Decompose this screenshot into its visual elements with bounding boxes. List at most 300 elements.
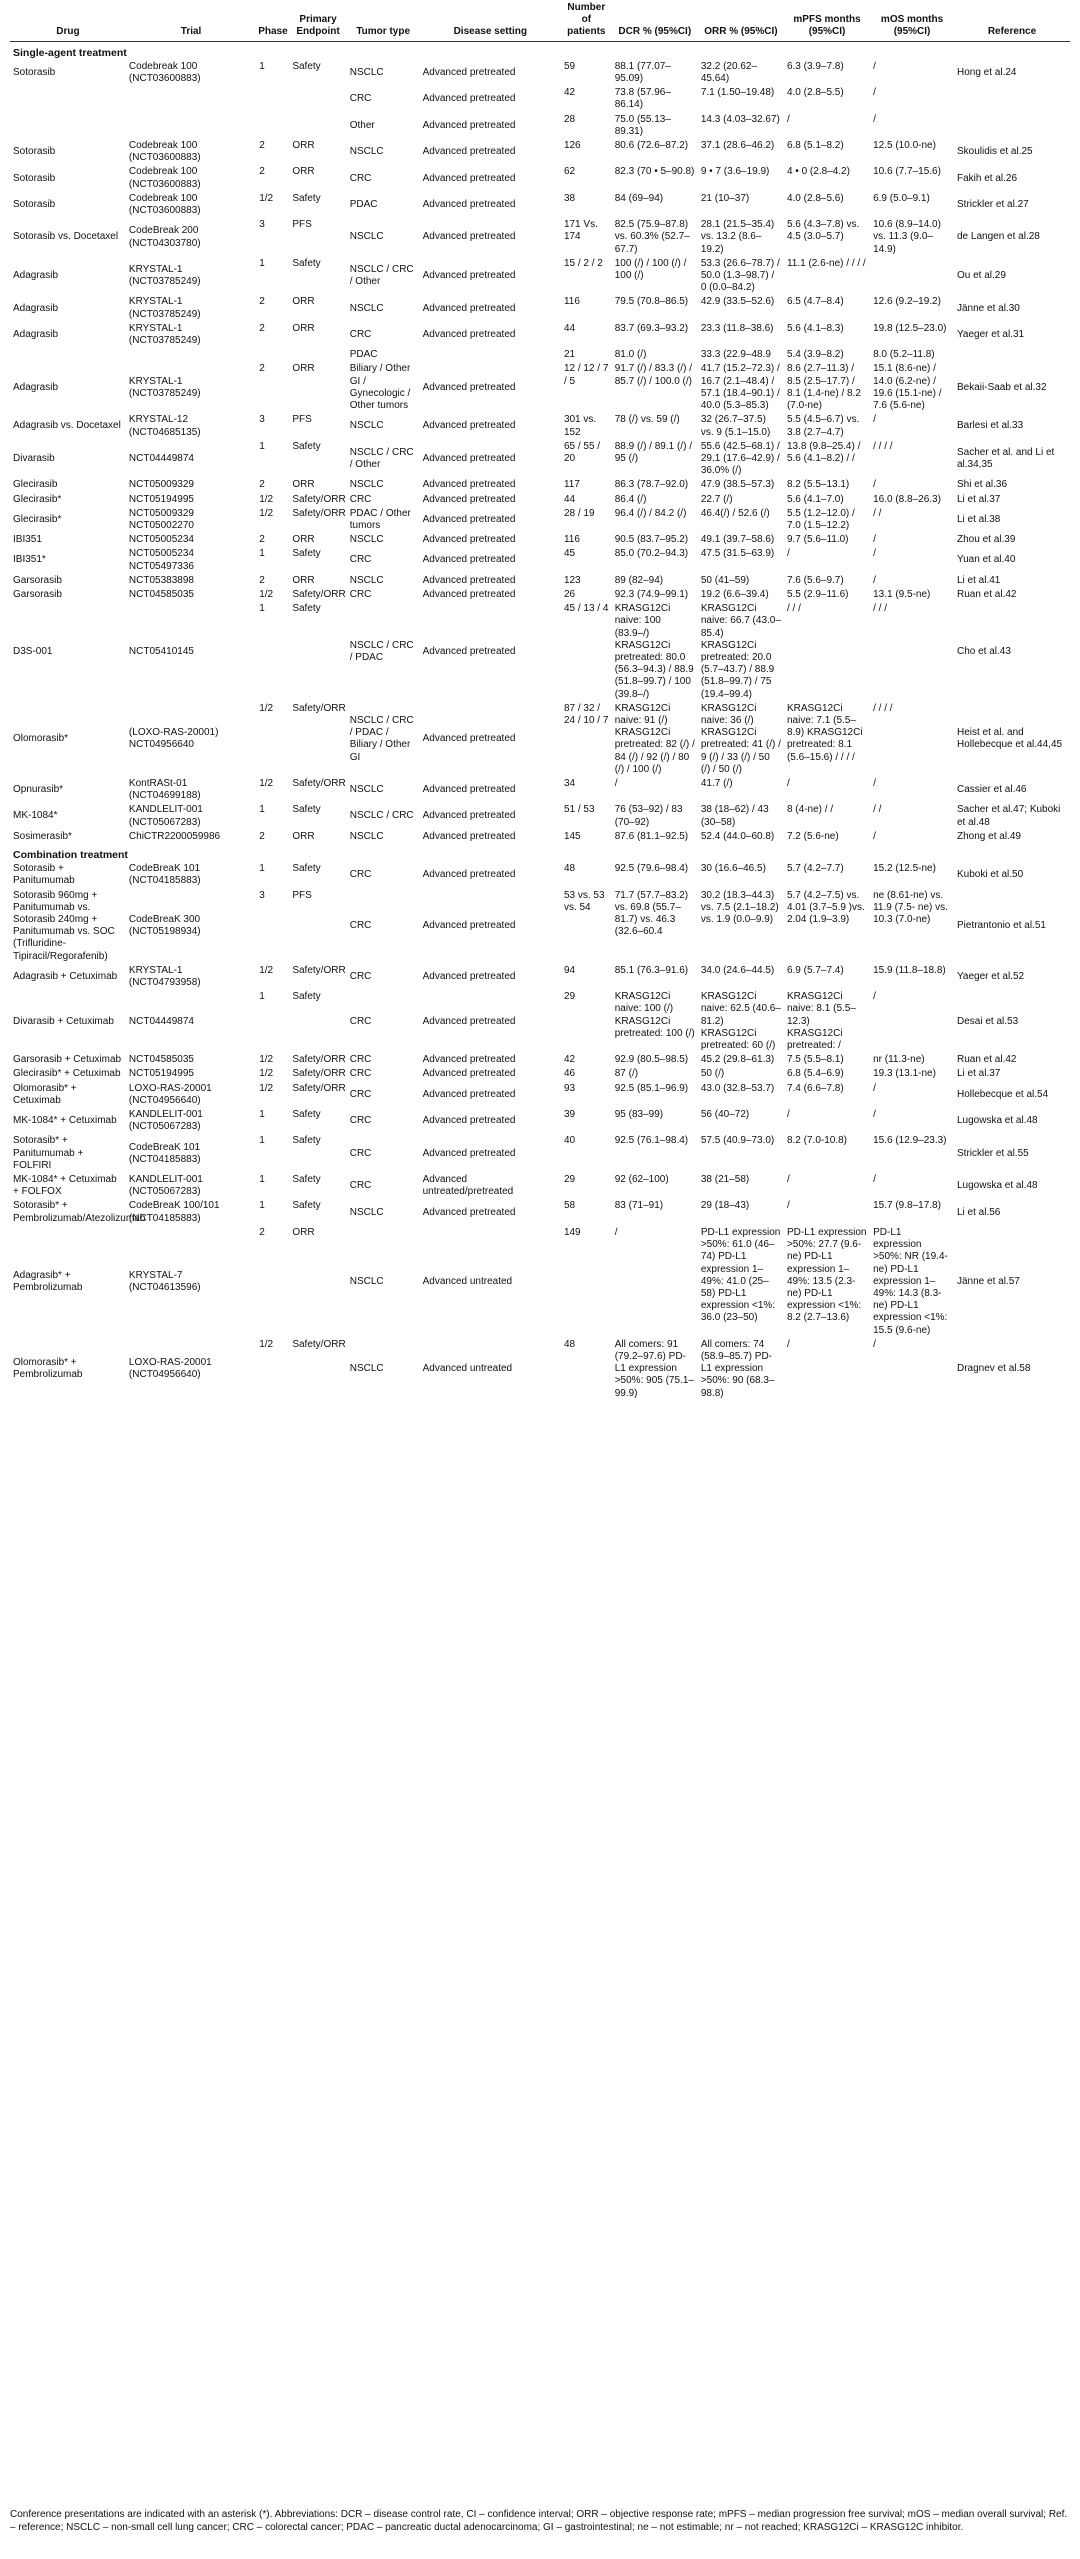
endpoint-cell: Safety/ORR bbox=[292, 588, 346, 600]
setting-cell: Advanced pretreated bbox=[422, 1068, 516, 1080]
phase-cell: 1/2 bbox=[259, 702, 274, 714]
table-row bbox=[10, 507, 1070, 533]
dcr-cell: 81.0 (/) bbox=[614, 349, 647, 361]
col-orr: ORR % (95%CI) bbox=[698, 0, 784, 41]
setting-cell: Advanced pretreated bbox=[422, 810, 516, 822]
table-row bbox=[10, 257, 1070, 296]
patients-cell: 12 / 12 / 7 / 5 bbox=[563, 363, 609, 387]
orr-cell: 53.3 (26.6–78.7) / 50.0 (1.3–98.7) / 0 (0.0–84.2) bbox=[700, 257, 780, 294]
mpfs-cell: 5.7 (4.2–7.7) bbox=[786, 863, 844, 875]
mpfs-cell: / bbox=[786, 548, 790, 560]
reference-cell: Yaeger et al.52 bbox=[957, 970, 1025, 982]
endpoint-cell: Safety bbox=[292, 603, 321, 615]
endpoint-cell bbox=[289, 86, 346, 112]
endpoint-cell: Safety/ORR bbox=[292, 1082, 346, 1094]
orr-cell: 34.0 (24.6–44.5) bbox=[700, 964, 775, 976]
drug-cell bbox=[10, 348, 126, 362]
table-row bbox=[10, 362, 1070, 413]
orr-cell: 37.1 (28.6–46.2) bbox=[700, 140, 775, 152]
orr-cell: KRASG12Ci naive: 62.5 (40.6–81.2) KRASG12Ci pretreated: 60 (/) bbox=[700, 991, 781, 1052]
drug-cell: Glecirasib bbox=[13, 479, 58, 491]
setting-cell: Advanced pretreated bbox=[422, 381, 516, 393]
reference-cell: Dragnev et al.58 bbox=[957, 1363, 1031, 1375]
dcr-cell: 92.9 (80.5–98.5) bbox=[614, 1054, 689, 1066]
tumor-cell: NSCLC bbox=[349, 574, 384, 586]
drug-cell: Adagrasib bbox=[13, 381, 59, 393]
trial-cell: CodeBreaK 300 (NCT05198934) bbox=[128, 914, 201, 938]
patients-cell: 53 vs. 53 vs. 54 bbox=[563, 889, 605, 913]
mpfs-cell: 6.9 (5.7–7.4) bbox=[786, 964, 844, 976]
drug-cell: Opnurasib* bbox=[13, 784, 64, 796]
orr-cell: 41.7 (/) bbox=[700, 777, 733, 789]
orr-cell: 22.7 (/) bbox=[700, 493, 733, 505]
mpfs-cell: 6.8 (5.1–8.2) bbox=[786, 140, 844, 152]
setting-cell: Advanced pretreated bbox=[422, 1115, 516, 1127]
endpoint-cell: Safety bbox=[292, 192, 321, 204]
orr-cell: 56 (40–72) bbox=[700, 1109, 750, 1121]
setting-cell: Advanced pretreated bbox=[422, 534, 516, 546]
mos-cell: 10.6 (7.7–15.6) bbox=[873, 166, 941, 178]
endpoint-cell: Safety/ORR bbox=[292, 1068, 346, 1080]
table-row bbox=[10, 830, 1070, 844]
mos-cell: 12.5 (10.0-ne) bbox=[873, 140, 936, 152]
dcr-cell: 75.0 (55.13–89.31) bbox=[614, 113, 671, 137]
patients-cell: 29 bbox=[563, 1174, 576, 1186]
dcr-cell: 88.9 (/) / 89.1 (/) / 95 (/) bbox=[614, 440, 692, 464]
mos-cell: 15.6 (12.9–23.3) bbox=[873, 1135, 947, 1147]
trial-cell: NCT04585035 bbox=[128, 1054, 194, 1066]
mos-cell: / bbox=[873, 991, 876, 1003]
phase-cell: 2 bbox=[259, 830, 265, 842]
setting-cell: Advanced pretreated bbox=[422, 493, 516, 505]
drug-cell: MK-1084* + Cetuximab + FOLFOX bbox=[13, 1174, 117, 1198]
trial-cell bbox=[126, 348, 256, 362]
reference-cell: Fakih et al.26 bbox=[957, 172, 1018, 184]
mos-cell: / bbox=[873, 87, 876, 99]
dcr-cell: 79.5 (70.8–86.5) bbox=[614, 296, 689, 308]
patients-cell: 65 / 55 / 20 bbox=[563, 440, 601, 464]
patients-cell: 171 Vs. 174 bbox=[563, 219, 598, 243]
orr-cell: 30 (16.6–46.5) bbox=[700, 863, 766, 875]
dcr-cell: KRASG12Ci naive: 100 (83.9–/) KRASG12Ci pretreated: 80.0 (56.3–94.3) / 88.9 (51.8–99.7) / 100 (39.8–/) bbox=[614, 603, 694, 700]
table-row bbox=[10, 862, 1070, 888]
dcr-cell: 85.1 (76.3–91.6) bbox=[614, 964, 689, 976]
endpoint-cell: Safety bbox=[292, 1200, 321, 1212]
reference-cell: Li et al.41 bbox=[957, 574, 1001, 586]
endpoint-cell: Safety bbox=[292, 804, 321, 816]
tumor-cell: CRC bbox=[349, 93, 372, 105]
mpfs-cell: / / / bbox=[786, 603, 801, 615]
orr-cell: 41.7 (15.2–72.3) / 16.7 (2.1–48.4) / 57.1 (18.4–90.1) / 40.0 (5.3–85.3) bbox=[700, 363, 780, 412]
reference-cell: Li et al.37 bbox=[957, 493, 1001, 505]
setting-cell: Advanced pretreated bbox=[422, 645, 516, 657]
trial-cell: NCT05005234 bbox=[128, 534, 194, 546]
table-row bbox=[10, 1338, 1070, 1401]
drug-cell: Garsorasib + Cetuximab bbox=[13, 1054, 122, 1066]
section-heading-row bbox=[10, 41, 1070, 60]
mpfs-cell: / bbox=[786, 1174, 790, 1186]
tumor-cell: PDAC bbox=[349, 198, 378, 210]
endpoint-cell: Safety bbox=[292, 1174, 321, 1186]
phase-cell: 3 bbox=[259, 889, 265, 901]
mos-cell: / bbox=[873, 548, 876, 560]
tumor-cell: NSCLC / CRC / PDAC bbox=[349, 639, 414, 663]
orr-cell: 38 (18–62) / 43 (30–58) bbox=[700, 804, 769, 828]
mos-cell: 15.7 (9.8–17.8) bbox=[873, 1200, 941, 1212]
tumor-cell: NSCLC / CRC bbox=[349, 810, 414, 822]
mpfs-cell: 5.6 (4.3–7.8) vs. 4.5 (3.0–5.7) bbox=[786, 219, 860, 243]
phase-cell: 1/2 bbox=[259, 1068, 274, 1080]
trial-cell: (LOXO-RAS-20001) NCT04956640 bbox=[128, 727, 219, 751]
tumor-cell: PDAC bbox=[349, 349, 378, 361]
table-row bbox=[10, 1067, 1070, 1081]
endpoint-cell: ORR bbox=[292, 1226, 315, 1238]
endpoint-cell bbox=[289, 113, 346, 139]
mpfs-cell: 4.0 (2.8–5.5) bbox=[786, 87, 844, 99]
orr-cell: KRASG12Ci naive: 66.7 (43.0–85.4) KRASG12Ci pretreated: 20.0 (5.7–43.7) / 88.9 (51.8–99.7) / 75 (19.4–99.4) bbox=[700, 603, 781, 700]
orr-cell: 29 (18–43) bbox=[700, 1200, 750, 1212]
dcr-cell: / bbox=[614, 1226, 618, 1238]
mos-cell: / bbox=[873, 1082, 876, 1094]
reference-cell: Bekaii-Saab et al.32 bbox=[957, 381, 1047, 393]
reference-cell: Jänne et al.57 bbox=[957, 1275, 1020, 1287]
setting-cell: Advanced pretreated bbox=[422, 452, 516, 464]
mos-cell: / / / bbox=[873, 603, 887, 615]
tumor-cell: NSCLC / CRC / PDAC / Biliary / Other GI bbox=[349, 714, 414, 763]
reference-cell: Yuan et al.40 bbox=[957, 554, 1016, 566]
endpoint-cell: Safety/ORR bbox=[292, 964, 346, 976]
trial-cell: KRYSTAL-1 (NCT03785249) bbox=[128, 322, 201, 347]
orr-cell: 19.2 (6.6–39.4) bbox=[700, 588, 769, 600]
setting-cell: Advanced pretreated bbox=[422, 66, 516, 78]
trial-cell: Codebreak 100 (NCT03600883) bbox=[128, 60, 201, 85]
trial-cell: ChiCTR2200059986 bbox=[128, 830, 221, 842]
orr-cell: 33.3 (22.9–48.9 bbox=[700, 349, 771, 361]
orr-cell: 49.1 (39.7–58.6) bbox=[700, 534, 775, 546]
section-heading-row bbox=[10, 844, 1070, 862]
orr-cell: 32.2 (20.62–45.64) bbox=[700, 60, 758, 85]
drug-cell: Olomorasib* + Cetuximab bbox=[13, 1082, 77, 1106]
drug-cell: Garsorasib bbox=[13, 574, 62, 586]
trial-cell: KontRASt-01 (NCT04699188) bbox=[128, 777, 201, 802]
dcr-cell: All comers: 91 (79.2–97.6) PD-L1 expression >50%: 905 (75.1–99.9) bbox=[614, 1338, 694, 1399]
mpfs-cell: / bbox=[786, 1200, 790, 1212]
trial-cell: KRYSTAL-1 (NCT03785249) bbox=[128, 296, 201, 320]
mpfs-cell: KRASG12Ci naive: 8.1 (5.5–12.3) KRASG12Ci pretreated: / bbox=[786, 991, 856, 1052]
setting-cell: Advanced pretreated bbox=[422, 784, 516, 796]
setting-cell: Advanced pretreated bbox=[422, 198, 516, 210]
orr-cell: 46.4(/) / 52.6 (/) bbox=[700, 507, 770, 519]
patients-cell: 42 bbox=[563, 87, 576, 99]
phase-cell: 1 bbox=[259, 863, 265, 875]
drug-cell: Adagrasib bbox=[13, 302, 59, 314]
table-row bbox=[10, 964, 1070, 990]
table-row bbox=[10, 478, 1070, 492]
patients-cell: 15 / 2 / 2 bbox=[563, 257, 603, 269]
mpfs-cell: 6.5 (4.7–8.4) bbox=[786, 296, 844, 308]
drug-cell: Divarasib bbox=[13, 452, 55, 464]
reference-cell: Lugowska et al.48 bbox=[957, 1115, 1038, 1127]
patients-cell: 21 bbox=[563, 349, 576, 361]
reference-cell bbox=[954, 113, 1070, 139]
orr-cell: 42.9 (33.5–52.6) bbox=[700, 296, 775, 308]
table-row bbox=[10, 493, 1070, 507]
setting-cell: Advanced pretreated bbox=[422, 733, 516, 745]
dcr-cell: 85.0 (70.2–94.3) bbox=[614, 548, 689, 560]
patients-cell: 48 bbox=[563, 863, 576, 875]
dcr-cell: 82.5 (75.9–87.8) vs. 60.3% (52.7–67.7) bbox=[614, 219, 690, 255]
reference-cell: Skoulidis et al.25 bbox=[957, 146, 1033, 158]
tumor-cell: NSCLC bbox=[349, 1206, 384, 1218]
patients-cell: 45 bbox=[563, 548, 576, 560]
mpfs-cell: 8 (4-ne) / / bbox=[786, 804, 834, 816]
patients-cell: 94 bbox=[563, 964, 576, 976]
mpfs-cell: 11.1 (2.6-ne) / / / / bbox=[786, 257, 866, 269]
mos-cell: 15.9 (11.8–18.8) bbox=[873, 964, 946, 976]
endpoint-cell: Safety bbox=[292, 257, 321, 269]
drug-cell: Glecirasib* bbox=[13, 493, 62, 505]
dcr-cell: 86.3 (78.7–92.0) bbox=[614, 479, 689, 491]
trial-cell bbox=[126, 86, 256, 112]
reference-cell: Shi et al.36 bbox=[957, 479, 1008, 491]
mos-cell: 19.3 (13.1-ne) bbox=[873, 1068, 936, 1080]
col-reference: Reference bbox=[954, 0, 1070, 41]
table-row bbox=[10, 533, 1070, 547]
table-row bbox=[10, 139, 1070, 165]
trial-cell: NCT04449874 bbox=[128, 452, 194, 464]
drug-cell: IBI351* bbox=[13, 554, 46, 566]
table-row bbox=[10, 86, 1070, 112]
dcr-cell: 90.5 (83.7–95.2) bbox=[614, 534, 689, 546]
endpoint-cell bbox=[289, 348, 346, 362]
table-row bbox=[10, 1134, 1070, 1173]
tumor-cell: NSCLC / CRC / Other bbox=[349, 446, 414, 470]
endpoint-cell: ORR bbox=[292, 363, 315, 375]
trial-cell: LOXO-RAS-20001 (NCT04956640) bbox=[128, 1357, 212, 1381]
mpfs-cell: 9.7 (5.6–11.0) bbox=[786, 534, 849, 546]
drug-cell: Sotorasib* + Pembrolizumab/Atezolizumab bbox=[13, 1200, 146, 1224]
patients-cell: 46 bbox=[563, 1068, 576, 1080]
mos-cell: 6.9 (5.0–9.1) bbox=[873, 192, 930, 204]
reference-cell: Ou et al.29 bbox=[957, 270, 1006, 282]
reference-cell: Hollebecque et al.54 bbox=[957, 1088, 1049, 1100]
phase-cell: 1/2 bbox=[259, 507, 274, 519]
reference-cell: Heist et al. and Hollebecque et al.44,45 bbox=[957, 727, 1063, 751]
mos-cell: / bbox=[873, 414, 876, 426]
phase-cell: 1/2 bbox=[259, 777, 274, 789]
reference-cell: Cho et al.43 bbox=[957, 645, 1011, 657]
drug-cell: Divarasib + Cetuximab bbox=[13, 1015, 114, 1027]
setting-cell: Advanced pretreated bbox=[422, 869, 516, 881]
col-phase: Phase bbox=[256, 0, 289, 41]
patients-cell: 48 bbox=[563, 1338, 576, 1350]
phase-cell: 1 bbox=[259, 60, 265, 72]
mos-cell: / / bbox=[873, 507, 882, 519]
mpfs-cell: 4 • 0 (2.8–4.2) bbox=[786, 166, 850, 178]
phase-cell: 1 bbox=[259, 1200, 265, 1212]
mos-cell: / bbox=[873, 113, 876, 125]
mos-cell: PD-L1 expression >50%: NR (19.4-ne) PD-L1 expression 1–49%: 14.3 (8.3-ne) PD-L1 expression <1%: 15.5 (9.6-ne) bbox=[873, 1226, 948, 1336]
table-row bbox=[10, 322, 1070, 348]
orr-cell: 55.6 (42.5–68.1) / 29.1 (17.6–42.9) / 36.0% (/) bbox=[700, 440, 780, 477]
patients-cell: 123 bbox=[563, 574, 581, 586]
setting-cell: Advanced pretreated bbox=[422, 970, 516, 982]
endpoint-cell: PFS bbox=[292, 219, 312, 231]
phase-cell: 2 bbox=[259, 479, 265, 491]
dcr-cell: 71.7 (57.7–83.2) vs. 69.8 (55.7–81.7) vs. 46.3 (32.6–60.4 bbox=[614, 889, 689, 938]
col-trial: Trial bbox=[126, 0, 256, 41]
setting-cell: Advanced pretreated bbox=[422, 172, 516, 184]
trial-cell: NCT04449874 bbox=[128, 1015, 194, 1027]
reference-cell: Ruan et al.42 bbox=[957, 1054, 1017, 1066]
reference-cell: Sacher et al. and Li et al.34,35 bbox=[957, 446, 1055, 470]
trial-cell: KRYSTAL-1 (NCT03785249) bbox=[128, 375, 201, 399]
table-row bbox=[10, 588, 1070, 602]
drug-cell: Sotorasib* + Panitumumab + FOLFIRI bbox=[13, 1135, 84, 1171]
phase-cell bbox=[256, 86, 289, 112]
setting-cell: Advanced pretreated bbox=[422, 93, 516, 105]
drug-cell: Adagrasib + Cetuximab bbox=[13, 970, 118, 982]
phase-cell: 1 bbox=[259, 603, 265, 615]
tumor-cell: CRC bbox=[349, 588, 372, 600]
reference-cell bbox=[954, 348, 1070, 362]
table-row bbox=[10, 702, 1070, 777]
orr-cell: KRASG12Ci naive: 36 (/) KRASG12Ci pretreated: 41 (/) / 9 (/) / 33 (/) / 50 (/) / 50 (/) bbox=[700, 702, 781, 775]
drug-cell: Sosimerasib* bbox=[13, 830, 72, 842]
endpoint-cell: Safety bbox=[292, 863, 321, 875]
mpfs-cell: 5.6 (4.1–8.3) bbox=[786, 322, 844, 334]
drug-cell: Adagrasib bbox=[13, 328, 59, 340]
tumor-cell: CRC bbox=[349, 1054, 372, 1066]
table-row bbox=[10, 295, 1070, 321]
orr-cell: 23.3 (11.8–38.6) bbox=[700, 322, 774, 334]
section-title: Combination treatment bbox=[13, 849, 128, 861]
reference-cell: Yaeger et al.31 bbox=[957, 328, 1025, 340]
setting-cell: Advanced pretreated bbox=[422, 231, 516, 243]
trial-cell: KRYSTAL-7 (NCT04613596) bbox=[128, 1269, 201, 1293]
phase-cell: 1 bbox=[259, 1135, 265, 1147]
endpoint-cell: Safety bbox=[292, 1135, 321, 1147]
orr-cell: 50 (/) bbox=[700, 1068, 725, 1080]
mpfs-cell: KRASG12Ci naive: 7.1 (5.5–8.9) KRASG12Ci pretreated: 8.1 (5.6–15.6) / / / / bbox=[786, 702, 863, 763]
endpoint-cell: Safety bbox=[292, 440, 321, 452]
results-table bbox=[10, 0, 1070, 1401]
mpfs-cell: 5.5 (2.9–11.6) bbox=[786, 588, 849, 600]
phase-cell: 2 bbox=[259, 534, 265, 546]
dcr-cell: 83.7 (69.3–93.2) bbox=[614, 322, 689, 334]
mos-cell: / / bbox=[873, 804, 882, 816]
patients-cell: 28 / 19 bbox=[563, 507, 595, 519]
dcr-cell: 100 (/) / 100 (/) / 100 (/) bbox=[614, 257, 687, 282]
patients-cell: 42 bbox=[563, 1054, 576, 1066]
tumor-cell: CRC bbox=[349, 493, 372, 505]
trial-cell: KANDLELIT-001 (NCT05067283) bbox=[128, 804, 203, 828]
patients-cell: 87 / 32 / 24 / 10 / 7 bbox=[563, 702, 609, 726]
mos-cell: / bbox=[873, 830, 876, 842]
trial-cell: KRYSTAL-12 (NCT04685135) bbox=[128, 414, 201, 438]
patients-cell: 44 bbox=[563, 322, 576, 334]
setting-cell: Advanced pretreated bbox=[422, 1088, 516, 1100]
orr-cell: 47.5 (31.5–63.9) bbox=[700, 548, 775, 560]
mpfs-cell: 5.5 (1.2–12.0) / 7.0 (1.5–12.2) bbox=[786, 507, 855, 531]
tumor-cell: NSCLC bbox=[349, 784, 384, 796]
orr-cell: 7.1 (1.50–19.48) bbox=[700, 87, 775, 99]
reference-cell: Li et al.56 bbox=[957, 1206, 1001, 1218]
mos-cell: / bbox=[873, 1109, 876, 1121]
orr-cell: 47.9 (38.5–57.3) bbox=[700, 479, 775, 491]
mpfs-cell: 7.2 (5.6-ne) bbox=[786, 830, 839, 842]
col-tumor: Tumor type bbox=[347, 0, 420, 41]
mos-cell: 15.2 (12.5-ne) bbox=[873, 863, 936, 875]
table-row bbox=[10, 1082, 1070, 1108]
patients-cell: 149 bbox=[563, 1226, 581, 1238]
drug-cell: Sotorasib 960mg + Panitumumab vs. Sotorasib 240mg + Panitumumab vs. SOC (Trifluridine-Tipiracil/Regorafenib) bbox=[13, 889, 115, 962]
mpfs-cell: 7.6 (5.6–9.7) bbox=[786, 574, 844, 586]
patients-cell: 29 bbox=[563, 991, 576, 1003]
mos-cell: 10.6 (8.9–14.0) vs. 11.3 (9.0–14.9) bbox=[873, 219, 941, 255]
mpfs-cell: PD-L1 expression >50%: 27.7 (9.6-ne) PD-L1 expression 1–49%: 13.5 (2.3-ne) PD-L1 expression <1%: 8.2 (2.7–13.6) bbox=[786, 1226, 867, 1324]
endpoint-cell: Safety bbox=[292, 991, 321, 1003]
tumor-cell: CRC bbox=[349, 869, 372, 881]
mos-cell: 15.1 (8.6-ne) / 14.0 (6.2-ne) / 19.6 (15.1-ne) / 7.6 (5.6-ne) bbox=[873, 363, 942, 412]
drug-cell: Sotorasib + Panitumumab bbox=[13, 863, 75, 887]
phase-cell: 1/2 bbox=[259, 1082, 274, 1094]
mos-cell: / bbox=[873, 479, 876, 491]
tumor-cell: CRC bbox=[349, 554, 372, 566]
drug-cell: Sotorasib bbox=[13, 172, 56, 184]
mpfs-cell: / bbox=[786, 1109, 790, 1121]
drug-cell: Olomorasib* + Pembrolizumab bbox=[13, 1357, 83, 1381]
trial-cell: CodeBreaK 101 (NCT04185883) bbox=[128, 863, 201, 887]
endpoint-cell: ORR bbox=[292, 296, 315, 308]
mos-cell: / bbox=[873, 1338, 876, 1350]
setting-cell: Advanced pretreated bbox=[422, 479, 516, 491]
orr-cell: 43.0 (32.8–53.7) bbox=[700, 1082, 775, 1094]
endpoint-cell: Safety/ORR bbox=[292, 493, 346, 505]
mpfs-cell: 4.0 (2.8–5.6) bbox=[786, 192, 844, 204]
orr-cell: 50 (41–59) bbox=[700, 574, 750, 586]
drug-cell: MK-1084* + Cetuximab bbox=[13, 1115, 117, 1127]
mpfs-cell: 5.4 (3.9–8.2) bbox=[786, 349, 844, 361]
tumor-cell: NSCLC bbox=[349, 302, 384, 314]
trial-cell: NCT05194995 bbox=[128, 493, 194, 505]
tumor-cell: NSCLC bbox=[349, 830, 384, 842]
drug-cell: Glecirasib* + Cetuximab bbox=[13, 1068, 121, 1080]
phase-cell: 1/2 bbox=[259, 192, 274, 204]
phase-cell: 1 bbox=[259, 1109, 265, 1121]
dcr-cell: 88.1 (77.07–95.09) bbox=[614, 60, 671, 85]
trial-cell: NCT05005234 NCT05497336 bbox=[128, 548, 194, 572]
dcr-cell: KRASG12Ci naive: 100 (/) KRASG12Ci pretreated: 100 (/) bbox=[614, 991, 695, 1039]
dcr-cell: 76 (53–92) / 83 (70–92) bbox=[614, 804, 683, 828]
tumor-cell: CRC bbox=[349, 1115, 372, 1127]
setting-cell: Advanced pretreated bbox=[422, 830, 516, 842]
patients-cell: 301 vs. 152 bbox=[563, 414, 597, 438]
table-row bbox=[10, 192, 1070, 218]
phase-cell: 2 bbox=[259, 140, 265, 152]
phase-cell: 1 bbox=[259, 991, 265, 1003]
tumor-cell: CRC bbox=[349, 970, 372, 982]
drug-cell bbox=[10, 86, 126, 112]
mos-cell: / bbox=[873, 534, 876, 546]
table-row bbox=[10, 113, 1070, 139]
table-row bbox=[10, 348, 1070, 362]
trial-cell: NCT04585035 bbox=[128, 588, 194, 600]
table-row bbox=[10, 1173, 1070, 1199]
phase-cell: 2 bbox=[259, 574, 265, 586]
endpoint-cell: ORR bbox=[292, 534, 315, 546]
endpoint-cell: Safety bbox=[292, 548, 321, 560]
